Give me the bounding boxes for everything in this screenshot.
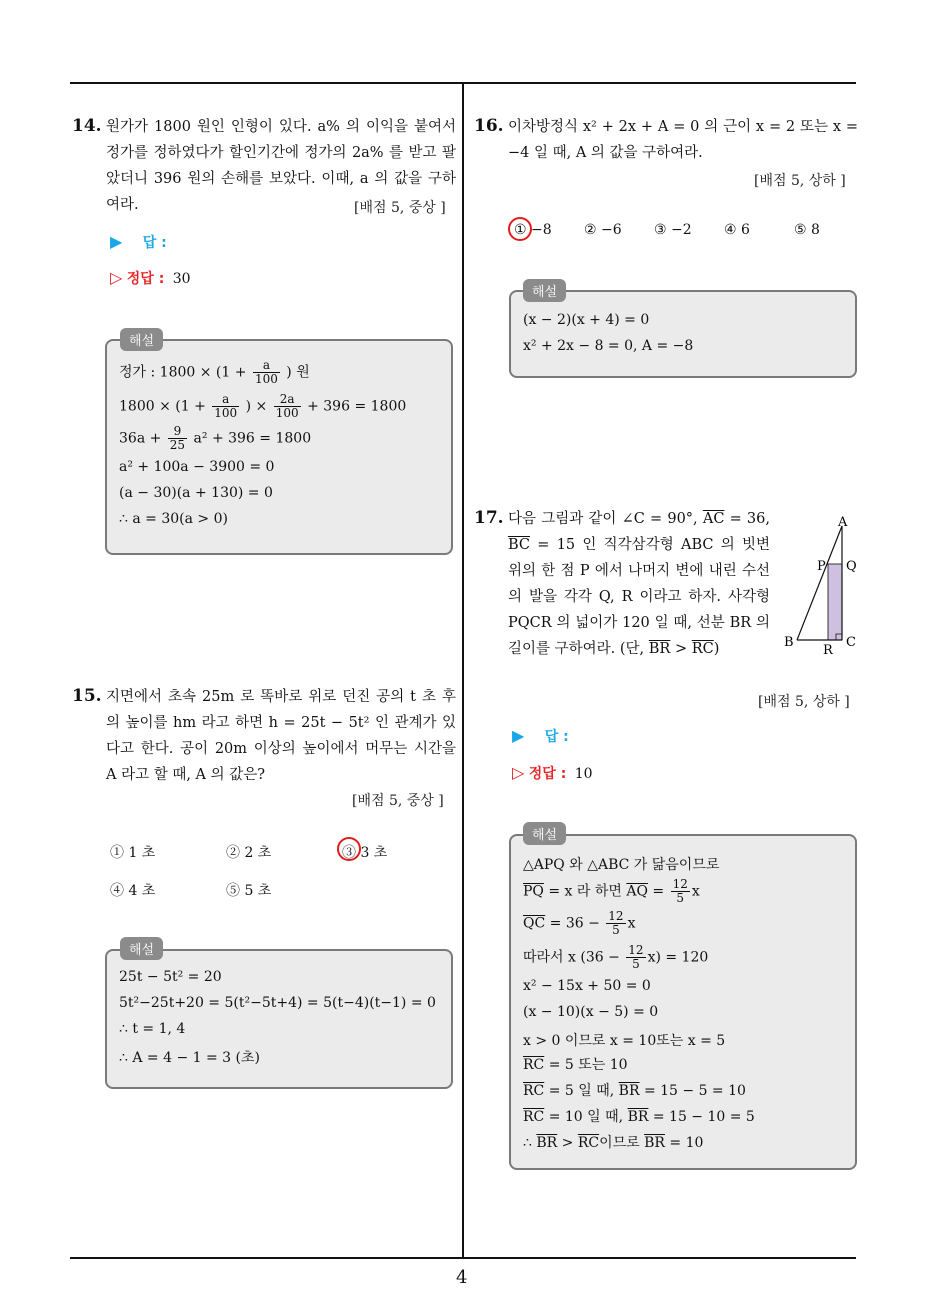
q14-sol-line: 1800 × (1 + $\frac{a}{100}$ ) × $\frac{2a}{100}$ + 396 = 1800 [119,392,407,420]
q15-text: 지면에서 초속 25m 로 똑바로 위로 던진 공의 t 초 후의 높이를 hm 라고 하면 h = 25t − 5t² 인 관계가 있다고 한다. 공이 20m 이상의 높이에서 머무는 시간을 A 라고 할 때, A 의 값은? [106,689,456,783]
q15-sol-line: ∴ t = 1, 4 [119,1021,186,1037]
label-c: C [846,635,856,650]
q17-solution-tag: 해설 [523,822,566,845]
q17-sol-line: $\overline{RC} = 5$ 일 때, $\overline{BR} = 15 - 5 = 10$ [523,1083,746,1099]
play-triangle-icon: ▶ [110,232,123,251]
q14-number: 14. [72,116,102,136]
q17-correct-row [512,763,593,783]
q14-text: 원가가 1800 원인 인형이 있다. a% 의 이익을 붙여서 정가를 정하였다가 할인기간에 정가의 2a% 를 받고 팔았더니 396 원의 손해를 보았다. 이때, a 의 값을 구하여라. [106,119,456,213]
q17-sol-line: (x − 10)(x − 5) = 0 [523,1004,659,1020]
q17-meta: [배점 5, 상하 ] [758,694,850,710]
q15-sol-line: ∴ A = 4 − 1 = 3 (초) [119,1050,260,1066]
q17-answer-label: 답 : [544,729,569,745]
q14-answer-row [110,232,167,252]
q16-option-5[interactable]: ⑤ 8 [794,222,820,238]
q15-option-3[interactable]: ③ 3 초 [342,845,388,861]
q15-option-5[interactable]: ⑤ 5 초 [226,883,272,899]
q15-option-2[interactable]: ② 2 초 [226,845,272,861]
q16-option-4[interactable]: ④ 6 [724,222,750,238]
q14-sol-line: ∴ a = 30(a > 0) [119,511,228,527]
q17-sol-line: x² − 15x + 50 = 0 [523,978,651,994]
q14-sol-line: 36a + $\frac{9}{25}$ a² + 396 = 1800 [119,424,312,452]
q16-option-2[interactable]: ② −6 [584,222,622,238]
q17-correct-label: 정답 : [528,766,567,782]
label-q: Q [846,559,857,574]
q17-sol-line: 따라서 x (36 − $\frac{12}{5}$ x) = 120 [523,943,709,971]
bottom-rule [70,1257,856,1259]
q14-sol-line: a² + 100a − 3900 = 0 [119,459,275,475]
q14-meta: [배점 5, 중상 ] [354,200,446,216]
q16-option-1[interactable]: ① −8 [514,222,552,238]
page-number: 4 [456,1267,468,1288]
label-p: P [817,559,826,574]
q14-answer-label: 답 : [142,235,167,251]
q16-solution-body [509,290,857,378]
q15-option-1[interactable]: ① 1 초 [110,845,156,861]
q17-number: 17. [474,508,504,528]
outline-triangle-icon: ▷ [110,268,123,287]
column-divider [462,82,464,1258]
q17-sol-line: x > 0 이므로 x = 10또는 x = 5 [523,1033,726,1049]
q16-number: 16. [474,116,504,136]
q14-solution-body [105,339,453,555]
q17-sol-line: $\overline{RC} = 5$ 또는 10 [523,1057,628,1073]
q15-option-4[interactable]: ④ 4 초 [110,883,156,899]
q17-sol-line: $\overline{RC} = 10$ 일 때, $\overline{BR} = 15 - 10 = 5$ [523,1109,755,1125]
q16-text: 이차방정식 x² + 2x + A = 0 의 근이 x = 2 또는 x = −4 일 때, A 의 값을 구하여라. [508,119,858,161]
q17-answer-row [512,726,569,746]
q17-text: 다음 그림과 같이 ∠C = 90°, $\overline{AC} = 36$, $\overline{BC} = 15$ 인 직각삼각형 ABC 의 빗변 위의 한 점 P 에서 나머지 변에 내린 수선의 발을 각각 Q, R 이라고 하자. 사각형 PQCR 의 넓이가 120 일 때, 선분 BR 의 길이를 구하여라. (단, $\overline{BR} > \overline{RC}$) [508,511,770,657]
q15-sol-line: 25t − 5t² = 20 [119,969,222,985]
q17-correct-value: 10 [574,766,593,782]
q16-sol-line: (x − 2)(x + 4) = 0 [523,312,650,328]
label-a: A [838,515,848,530]
q14-solution-tag: 해설 [120,328,163,351]
outline-triangle-icon: ▷ [512,763,525,782]
q15-meta: [배점 5, 중상 ] [352,793,444,809]
q16-solution-tag: 해설 [523,279,566,302]
selected-answer-circle-icon [337,837,361,861]
q16-sol-line: x² + 2x − 8 = 0, A = −8 [523,338,694,354]
q16-option-3[interactable]: ③ −2 [654,222,692,238]
q15-solution-tag: 해설 [120,937,163,960]
selected-answer-circle-icon [508,217,532,241]
q14-correct-label: 정답 : [126,271,165,287]
label-b: B [784,635,794,650]
q14-sol-line: (a − 30)(a + 130) = 0 [119,485,273,501]
q17-solution-body [509,834,857,1170]
q17-sol-line: $\overline{PQ} = x$ 라 하면 $\overline{AQ}$ = $\frac{12}{5}$ x [523,877,700,905]
q17-sol-line: ∴ $\overline{BR} > \overline{RC}$이므로 $\overline{BR} = 10$ [523,1135,704,1151]
q15-sol-line: 5t²−25t+20 = 5(t²−5t+4) = 5(t−4)(t−1) = 0 [119,995,436,1011]
q15-number: 15. [72,686,102,706]
play-triangle-icon: ▶ [512,726,525,745]
q14-correct-row [110,268,191,288]
q17-sol-line: $\overline{QC} = 36$ − $\frac{12}{5}$ x [523,909,636,937]
label-r: R [823,643,833,658]
q17-sol-line: △APQ 와 △ABC 가 닮음이므로 [523,857,720,873]
q16-meta: [배점 5, 상하 ] [754,173,846,189]
q14-sol-line: 정가 : 1800 × (1 + $\frac{a}{100}$ ) 원 [119,358,310,386]
q14-correct-value: 30 [172,271,191,287]
q15-solution-body [105,949,453,1089]
rectangle-pqcr [828,564,842,640]
q17-triangle-figure [780,512,862,658]
